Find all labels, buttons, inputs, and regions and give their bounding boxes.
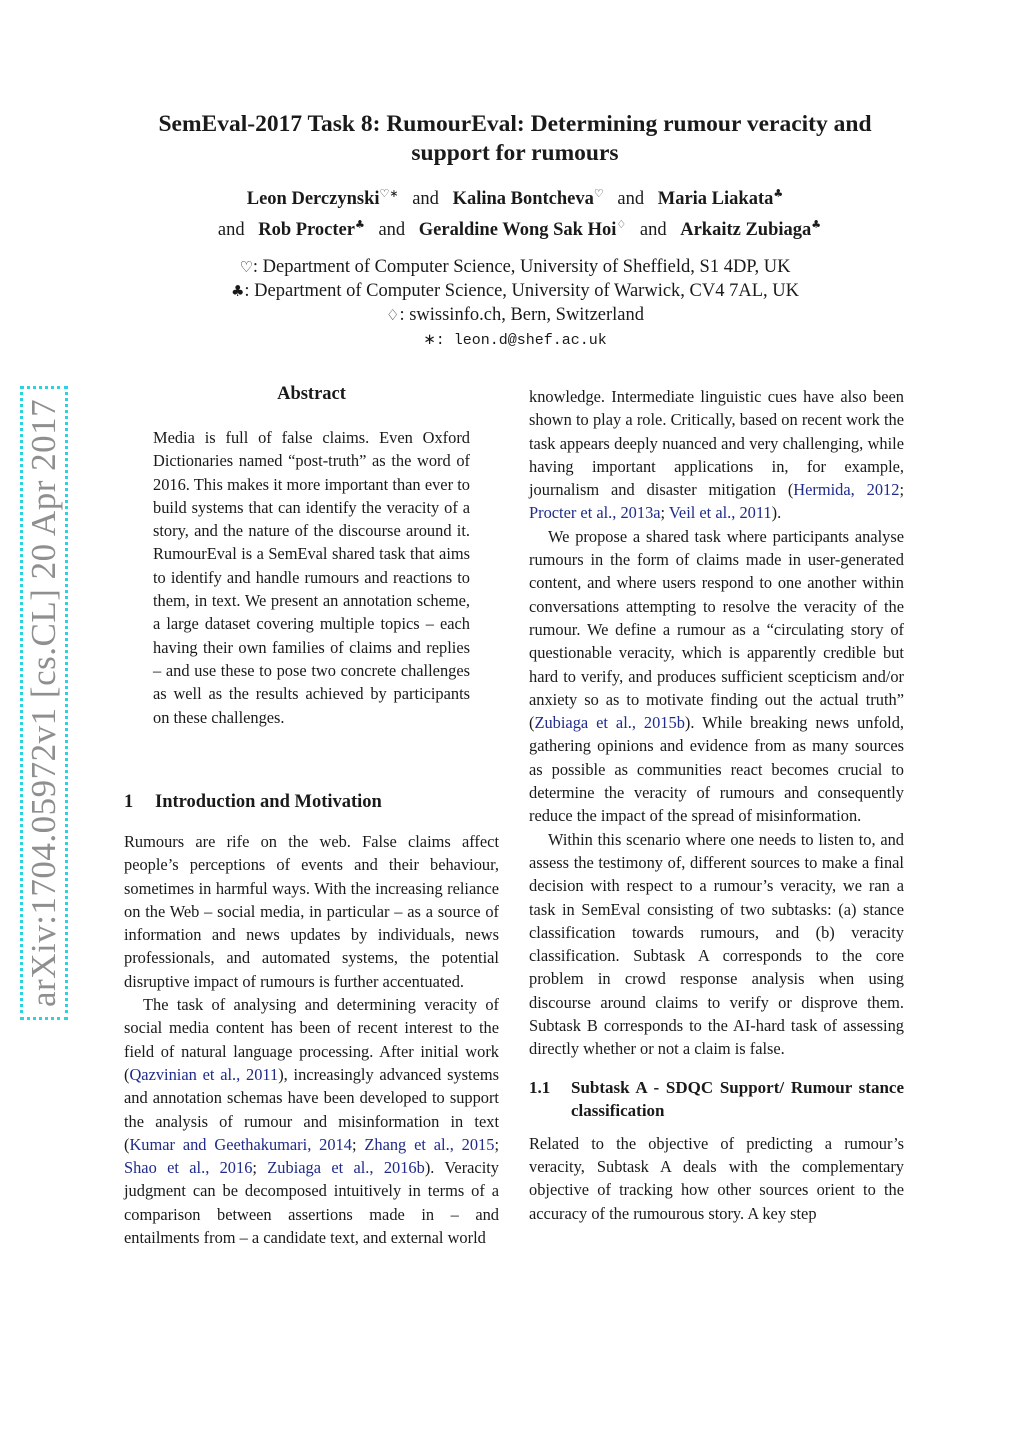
- author-name: Rob Procter: [258, 220, 355, 240]
- affiliation-line: [120, 255, 910, 279]
- author-line-1: [120, 181, 910, 212]
- citation-link[interactable]: Zubiaga et al., 2016b: [267, 1158, 425, 1178]
- author-mark: ♣: [811, 218, 822, 231]
- contact-email: : leon.d@shef.ac.uk: [435, 332, 607, 349]
- subsection-heading: [529, 1076, 904, 1122]
- asterisk-symbol-icon: ∗: [423, 330, 436, 348]
- body-paragraph: knowledge. Intermediate linguistic cues have also been shown to play a role. Critically, based on recent work the task appears deeply nuanced and very challenging, while having important applications in, for example, journalism and disaster mitigation (Hermida, 2012; Procter et al., 2013a; Veil et al., 2011).: [529, 387, 904, 523]
- affiliation-text: : swissinfo.ch, Bern, Switzerland: [399, 305, 645, 325]
- intro-paragraph-1: Rumours are rife on the web. False claims affect people’s perceptions of events and their behaviour, sometimes in harmful ways. With the increasing reliance on the Web – social media, in particular – as a source of information and news updates by individuals, news professionals, and automated systems, the potential disruptive impact of rumours is further accentuated.: [124, 832, 499, 991]
- author-name: Kalina Bontcheva: [452, 189, 594, 209]
- author-name: Geraldine Wong Sak Hoi: [418, 220, 617, 240]
- citation-link[interactable]: Shao et al., 2016: [124, 1158, 253, 1178]
- author-conjunction: and: [217, 220, 245, 240]
- section-heading: [124, 792, 499, 813]
- author-name: Maria Liakata: [657, 189, 774, 209]
- right-column-body: [529, 385, 904, 1225]
- affiliation-line: [120, 327, 910, 353]
- section-number: 1: [124, 792, 134, 812]
- affiliation-line: [120, 279, 910, 303]
- heart-symbol-icon: ♡: [239, 258, 253, 276]
- author-name: Arkaitz Zubiaga: [680, 220, 812, 240]
- citation-link[interactable]: Qazvinian et al., 2011: [129, 1064, 279, 1084]
- citation-link[interactable]: Zhang et al., 2015: [364, 1134, 495, 1154]
- author-conjunction: and: [617, 189, 645, 209]
- citation-link[interactable]: Zubiaga et al., 2015b: [534, 713, 685, 733]
- author-conjunction: and: [412, 189, 439, 209]
- affiliation-text: : Department of Computer Science, University of Sheffield, S1 4DP, UK: [252, 257, 791, 277]
- affiliation-list: [120, 255, 910, 353]
- left-column-body: [124, 830, 499, 1249]
- author-mark: ♡: [593, 187, 604, 200]
- body-paragraph: Within this scenario where one needs to listen to, and assess the testimony of, different sources to make a final decision with respect to a rumour’s veracity, we ran a task in SemEval consisting of two subtasks: (a) stance classification towards rumours, and (b) veracity classification. Subtask A corresponds to the core problem in crowd response analysis when using discourse around claims to verify or disprove them. Subtask B corresponds to the AI-hard task of assessing directly whether or not a claim is false.: [529, 829, 904, 1059]
- author-mark: ♣: [773, 187, 784, 200]
- subsection-number: 1.1: [529, 1077, 551, 1097]
- abstract-heading: Abstract: [277, 384, 346, 404]
- diamond-symbol-icon: ♢: [385, 306, 400, 324]
- body-paragraph: We propose a shared task where participants analyse rumours in the form of claims made in user-generated content, and where users respond to one another within conversations attempting to resolve the veracity of the rumour. We define a rumour as a “circulating story of questionable veracity, which is apparently credible but hard to verify, and produces sufficient scepticism and/or anxiety so as to motivate finding out the actual truth” (Zubiaga et al., 2015b). While breaking news unfold, gathering opinions and evidence from as many sources as possible as communities react becomes crucial to determine the veracity of rumours and consequently reduce the impact of the spread of misinformation.: [529, 526, 904, 826]
- author-list: [120, 181, 910, 243]
- citation-link[interactable]: Hermida, 2012: [793, 480, 900, 500]
- section-title: Introduction and Motivation: [155, 792, 382, 812]
- author-mark: ♡∗: [379, 187, 399, 200]
- citation-link[interactable]: Veil et al., 2011: [668, 503, 772, 523]
- citation-link[interactable]: Kumar and Geethakumari, 2014: [129, 1134, 352, 1154]
- affiliation-text: : Department of Computer Science, University of Warwick, CV4 7AL, UK: [244, 281, 800, 301]
- author-mark: ♣: [354, 218, 365, 231]
- body-paragraph: Related to the objective of predicting a rumour’s veracity, Subtask A deals with the complementary objective of tracking how other sources orient to the accuracy of the rumourous story. A key step: [529, 1133, 904, 1223]
- abstract-paragraph: Media is full of false claims. Even Oxford Dictionaries named “post-truth” as the word of 2016. This makes it more important than ever to build systems that can identify the veracity of a story, and the nature of the discourse around it. RumourEval is a SemEval shared task that aims to identify and handle rumours and reactions to them, in text. We present an annotation scheme, a large dataset covering multiple topics – each having their own families of claims and replies – and use these to pose two concrete challenges as well as the results achieved by participants on these challenges.: [153, 428, 470, 727]
- author-name: Leon Derczynski: [246, 189, 380, 209]
- citation-link[interactable]: Procter et al., 2013a: [529, 503, 661, 523]
- author-line-2: [120, 212, 910, 243]
- affiliation-line: [120, 303, 910, 327]
- intro-paragraph-2: The task of analysing and determining veracity of social media content has been of recent interest to the field of natural language processing. After initial work (Qazvinian et al., 2011), increasingly advanced systems and annotation schemas have been developed to support the analysis of rumour and misinformation in text (Kumar and Geethakumari, 2014; Zhang et al., 2015; Shao et al., 2016; Zubiaga et al., 2016b). Veracity judgment can be decomposed intuitively in terms of a comparison between assertions made in – and entailments from – a candidate text, and external world: [124, 995, 500, 1248]
- abstract-text: [153, 426, 470, 729]
- author-conjunction: and: [378, 220, 406, 240]
- club-symbol-icon: ♣: [230, 282, 245, 300]
- author-mark: ♢: [616, 218, 627, 231]
- arxiv-stamp: arXiv:1704.05972v1 [cs.CL] 20 Apr 2017: [20, 386, 68, 1020]
- subsection-title: Subtask A - SDQC Support/ Rumour stance classification: [571, 1077, 904, 1120]
- author-conjunction: and: [639, 220, 667, 240]
- paper-title: SemEval-2017 Task 8: RumourEval: Determining rumour veracity and support for rumours: [158, 111, 872, 166]
